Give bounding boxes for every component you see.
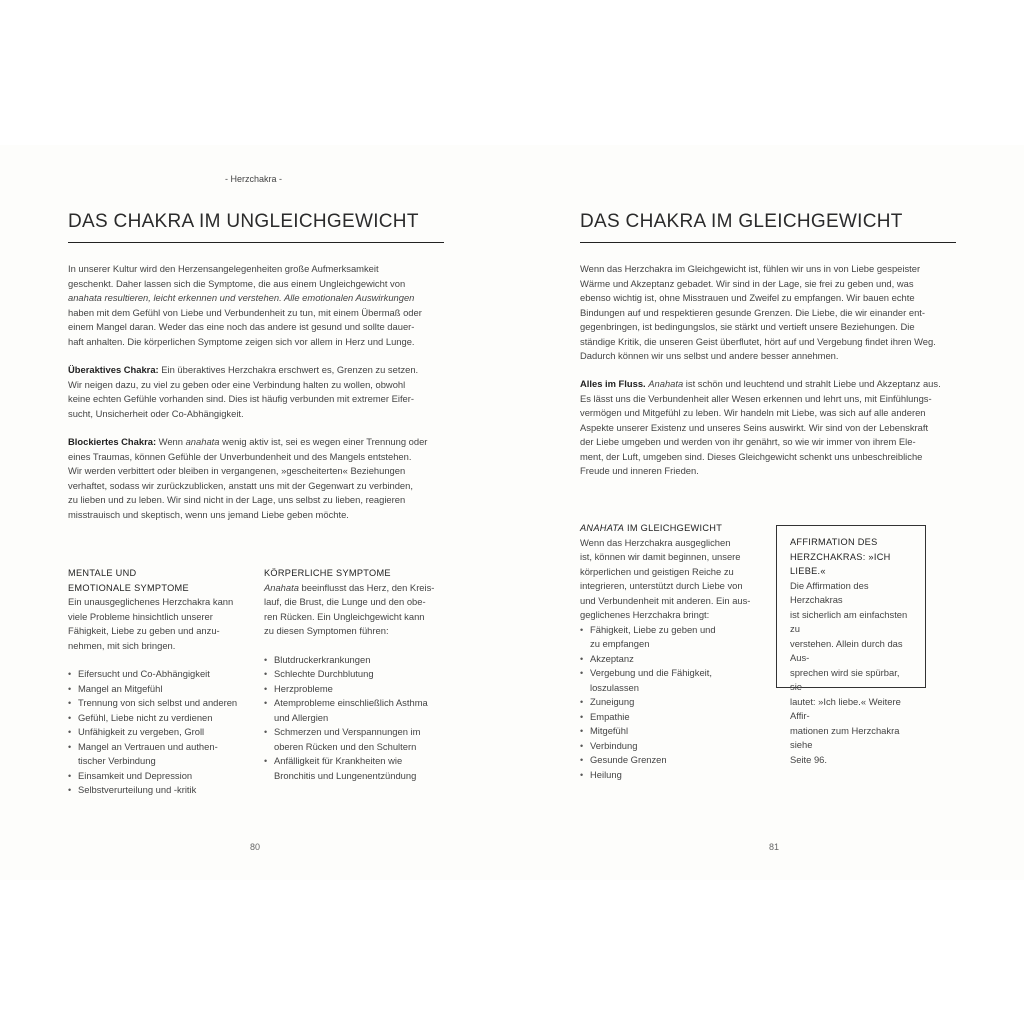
section-title: EMOTIONALE SYMPTOME: [68, 582, 189, 593]
list-item: • Zuneigung: [580, 695, 770, 710]
list-item: • Unfähigkeit zu vergeben, Groll: [68, 725, 258, 740]
page-title: DAS CHAKRA IM UNGLEICHGEWICHT: [68, 211, 419, 232]
list-item: • Mangel an Mitgefühl: [68, 682, 258, 697]
balance-section: ANAHATA IM GLEICHGEWICHT Wenn das Herzchakra ausgeglichen ist, können wir damit beginnen, unsere körperlichen und geistigen Reiche zu integrieren, unterstützt durch Liebe von und Verbundenheit mit anderen. Ein aus- geglichenes Herzchakra bringt: • Fähigkeit, Liebe zu geben und zu empfangen • Akzeptanz • Vergebung und die Fähigkeit, loszulassen • Zuneigung • Empathie • Mitgefühl • Verbindung • Gesunde Grenzen • Heilung: [580, 521, 770, 782]
list-item: • Blutdruckerkrankungen: [264, 653, 459, 668]
list-item: • Akzeptanz: [580, 652, 770, 667]
overactive-paragraph: Überaktives Chakra: Ein überaktives Herzchakra erschwert es, Grenzen zu setzen. Wir neigen dazu, zu viel zu geben oder eine Verbindung halten zu wollen, obwohl keine echten Gefühle vorhanden sind. Dies ist häufig verbunden mit extremer Eifer- sucht, Unsicherheit oder Co-Abhängigkeit.: [68, 364, 419, 419]
blocked-paragraph: Blockiertes Chakra: Wenn anahata wenig aktiv ist, sei es wegen einer Trennung oder eines Traumas, können Gefühle der Unverbundenheit und des Mangels entstehen. Wir werden verbittert oder bleiben in vergangenen, »gescheiterten« Beziehungen verhaftet, sodass wir zurückzublicken, anstatt uns mit der Gegenwart zu verbinden, zu lieben und zu leben. Wir sind nicht in der Lage, uns selbst zu lieben, reagieren misstrauisch und skeptisch, wenn uns jemand Liebe geben möchte.: [68, 436, 428, 520]
list-item: • Anfälligkeit für Krankheiten wie Bronchitis und Lungenentzündung: [264, 754, 459, 783]
list-item: • Eifersucht und Co-Abhängigkeit: [68, 667, 258, 682]
list-item: • Vergebung und die Fähigkeit, loszulassen: [580, 666, 770, 695]
list-item: • Empathie: [580, 710, 770, 725]
list-item: • Mitgefühl: [580, 724, 770, 739]
list-item: • Verbindung: [580, 739, 770, 754]
page-title: DAS CHAKRA IM GLEICHGEWICHT: [580, 211, 903, 232]
affirmation-box: AFFIRMATION DES HERZCHAKRAS: »ICH LIEBE.« Die Affirmation des Herzchakras ist sicherlich am einfachsten zu verstehen. Allein durch das Aus- sprechen wird sie spürbar, sie lautet: »Ich liebe.« Weitere Affir- mationen zum Herzchakra siehe Seite 96.: [776, 525, 926, 688]
list-item: • Herzprobleme: [264, 682, 459, 697]
list-item: • Heilung: [580, 768, 770, 783]
box-title: HERZCHAKRAS: »ICH LIEBE.«: [790, 551, 891, 576]
flow-paragraph: Alles im Fluss. Anahata ist schön und leuchtend und strahlt Liebe und Akzeptanz aus. Es lässt uns die Verbundenheit aller Wesen erkennen und lehrt uns, mit Einfühlungs- vermögen und Mitgefühl zu leben. Wir handeln mit Liebe, was sich auf alle anderen Aspekte unserer Existenz und unseres Seins auswirkt. Wir sind von der Lebenskraft der Liebe umgeben und werden von ihr genährt, so wie wir immer von ihrem Ele- ment, der Luft, umgeben sind. Dieses Gleichgewicht schenkt uns unbeschreibliche Freude und inneren Frieden.: [580, 378, 941, 476]
intro-paragraph: Wenn das Herzchakra im Gleichgewicht ist, fühlen wir uns in von Liebe gespeister Wärme und Akzeptanz gebadet. Wir sind in der Lage, sie frei zu geben und, was ebenso wichtig ist, ohne Misstrauen und Zweifel zu empfangen. Wir bauen echte Bindungen auf und respektieren gesunde Grenzen. Die Liebe, die wir einander ent- gegenbringen, ist bedingungslos, sie stärkt und vertieft unsere Beziehungen. Die ständige Kritik, die unseren Geist überflutet, hört auf und Vergebung findet ihren Weg. Dadurch können wir uns selbst und andere besser annehmen.: [580, 263, 936, 361]
mental-symptoms: MENTALE UND EMOTIONALE SYMPTOME Ein unausgeglichenes Herzchakra kann viele Probleme hinsichtlich unserer Fähigkeit, Liebe zu geben und anzu- nehmen, mit sich bringen. • Eifersucht und Co-Abhängigkeit • Mangel an Mitgefühl • Trennung von sich selbst und anderen • Gefühl, Liebe nicht zu verdienen • Unfähigkeit zu vergeben, Groll • Mangel an Vertrauen und authen- tischer Verbindung • Einsamkeit und Depression • Selbstverurteilung und -kritik: [68, 566, 258, 798]
list-item: • Schmerzen und Verspannungen im oberen Rücken und den Schultern: [264, 725, 459, 754]
list-item: • Fähigkeit, Liebe zu geben und zu empfangen: [580, 623, 770, 652]
list-item: • Trennung von sich selbst und anderen: [68, 696, 258, 711]
title-rule: [580, 242, 956, 243]
right-page: [512, 145, 1024, 880]
list-item: • Selbstverurteilung und -kritik: [68, 783, 258, 798]
page-number: 80: [250, 842, 261, 852]
list-item: • Mangel an Vertrauen und authen- tischer Verbindung: [68, 740, 258, 769]
physical-symptom-list: [264, 653, 459, 784]
book-spread: [0, 145, 1024, 880]
running-head: - Herzchakra -: [225, 174, 283, 184]
list-item: • Schlechte Durchblutung: [264, 667, 459, 682]
mental-symptom-list: [68, 667, 258, 798]
list-item: • Einsamkeit und Depression: [68, 769, 258, 784]
intro-paragraph: In unserer Kultur wird den Herzensangelegenheiten große Aufmerksamkeit geschenkt. Daher lassen sich die Symptome, die aus einem Ungleichgewicht von anahata resultieren, leicht erkennen und verstehen. Alle emotionalen Auswirkungen haben mit dem Gefühl von Liebe und Verbundenheit zu tun, mit einem Übermaß oder einem Mangel daran. Weder das eine noch das andere ist gesund und sollte dauer- haft anhalten. Die körperlichen Symptome zeigen sich vor allem in Herz und Lunge.: [68, 263, 422, 347]
box-title: AFFIRMATION DES: [790, 537, 878, 547]
list-item: • Gesunde Grenzen: [580, 753, 770, 768]
title-rule: [68, 242, 444, 243]
section-title: KÖRPERLICHE SYMPTOME: [264, 568, 391, 578]
section-title: MENTALE UND: [68, 568, 137, 578]
list-item: • Gefühl, Liebe nicht zu verdienen: [68, 711, 258, 726]
balance-list: [580, 623, 770, 783]
physical-symptoms: KÖRPERLICHE SYMPTOME Anahata beeinflusst das Herz, den Kreis- lauf, die Brust, die Lunge und den obe- ren Rücken. Ein Ungleichgewicht kann zu diesen Symptomen führen: • Blutdruckerkrankungen • Schlechte Durchblutung • Herzprobleme • Atemprobleme einschließlich Asthma und Allergien • Schmerzen und Verspannungen im oberen Rücken und den Schultern • Anfälligkeit für Krankheiten wie Bronchitis und Lungenentzündung: [264, 566, 459, 783]
section-title: ANAHATA IM GLEICHGEWICHT: [580, 523, 723, 533]
page-number: 81: [769, 842, 780, 852]
list-item: • Atemprobleme einschließlich Asthma und Allergien: [264, 696, 459, 725]
left-page: [0, 145, 512, 880]
